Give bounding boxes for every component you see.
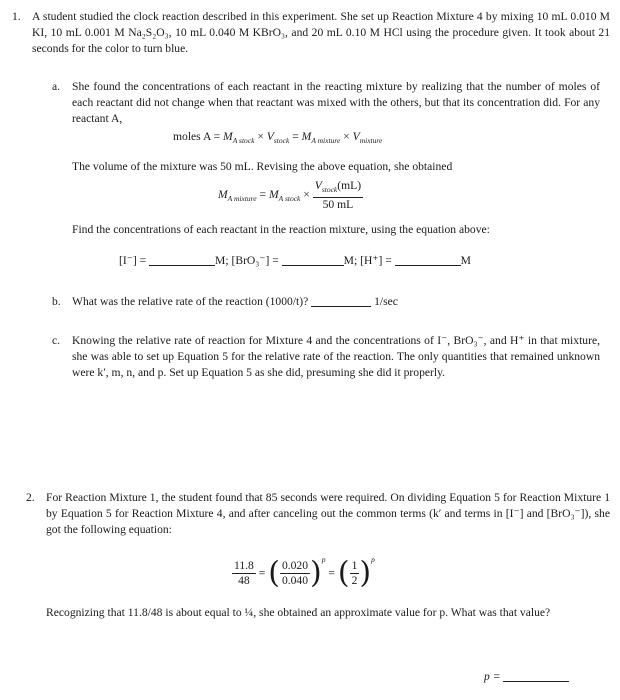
part-a-text: She found the concentrations of each reactant in the reacting mixture by realizing that the number of moles of each reactant did not change when that reactant was mixed with the others, but that its concentration did. For any reactant A, <box>72 80 600 125</box>
question-2 <box>26 490 610 538</box>
part-a-label: a. <box>52 80 61 93</box>
part-c <box>52 333 600 381</box>
question-2-number: 2. <box>26 491 35 504</box>
volume-fraction: $\frac{V_{stock}(mL)}{50 mL}$ <box>314 179 362 211</box>
part-b <box>52 294 600 310</box>
part-c-label: c. <box>52 334 61 347</box>
p-blank[interactable] <box>503 669 569 682</box>
concentration-answers: [I⁻] = M; [BrO₃⁻] = M; [H⁺] = M <box>119 254 471 267</box>
question-2-closing: Recognizing that 11.8/48 is about equal to ¼, she obtained an approximate value for p. What was that value? <box>46 606 551 619</box>
part-b-text: What was the relative rate of the reaction (1000/t)? <box>72 295 309 308</box>
mixture-equation: $M_{A mixture} = M_{A stock}$ × $\frac{V_{stock}(mL)}{50 mL}$ <box>218 179 362 211</box>
p-answer: p = <box>484 669 569 685</box>
question-1-text: A student studied the clock reaction described in this experiment. She set up Reaction Mixture 4 by mixing 10 mL 0.010 M KI, 10 mL 0.001 M Na₂S₂O₃, 10 mL 0.040 M KBrO₃, and 20 mL 0.10 M HCl using the procedure given. It took about 21 seconds for the color to turn blue. <box>32 10 610 55</box>
find-text: Find the concentrations of each reactant in the reaction mixture, using the equation above: <box>72 223 490 236</box>
part-c-text: Knowing the relative rate of reaction for Mixture 4 and the concentrations of I⁻, BrO₃⁻, and H⁺ in that mixture, she was able to set up Equation 5 for the relative rate of the reaction. The only quantities that remained unknown were k′, m, n, and p. Set up Equation 5 as she did, presuming she did it properly. <box>72 334 600 379</box>
volume-text: The volume of the mixture was 50 mL. Revising the above equation, she obtained <box>72 160 453 173</box>
iodide-blank[interactable] <box>149 253 215 266</box>
question-1 <box>12 9 610 57</box>
bromate-blank[interactable] <box>282 253 344 266</box>
question-1-number: 1. <box>12 10 21 23</box>
part-a <box>52 79 600 127</box>
rate-unit: 1/sec <box>374 295 398 308</box>
moles-equation: moles $A = M_{A stock} \times V_{stock} = M_{A mixture} \times V_{mixture}$ <box>173 130 383 145</box>
rate-blank[interactable] <box>311 294 371 307</box>
question-2-text: For Reaction Mixture 1, the student found that 85 seconds were required. On dividing Equation 5 for Reaction Mixture 1 by Equation 5 for Reaction Mixture 4, and after canceling out the common terms (k′ and terms in [I⁻] and [BrO₃⁻]), she got the following equation: <box>46 491 610 536</box>
ratio-equation: $\frac{11.8}{48}$ = ( $\frac{0.020}{0.040}$ )$^p$ = ( $\frac{1}{2}$ )$^p$ <box>234 555 375 591</box>
part-b-label: b. <box>52 295 61 308</box>
hydrogen-blank[interactable] <box>395 253 461 266</box>
